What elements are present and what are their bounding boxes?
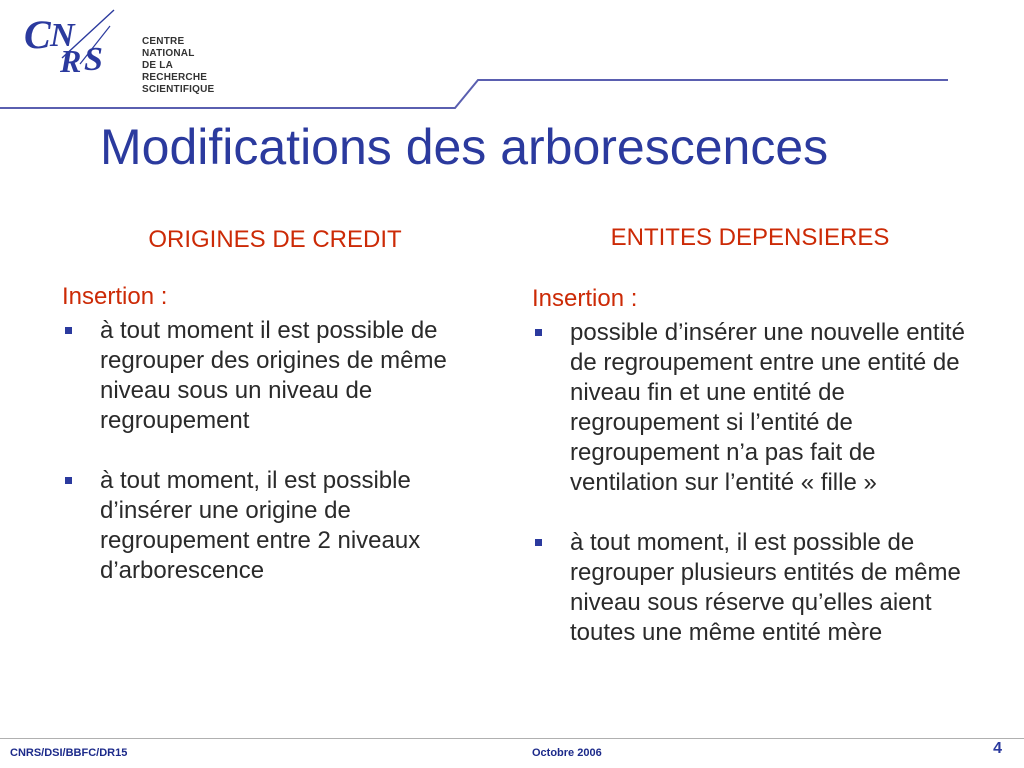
cnrs-logo-mark-icon: [22, 6, 122, 76]
logo-line-2: DE LA RECHERCHE: [142, 60, 208, 83]
header-divider: [0, 70, 1024, 120]
list-item: [62, 466, 492, 586]
footer-reference: CNRS/DSI/BBFC/DR15: [10, 747, 128, 759]
square-bullet-icon: [535, 539, 542, 546]
list-item: [532, 318, 972, 498]
left-column-heading: ORIGINES DE CREDIT: [148, 226, 402, 253]
list-item: [62, 316, 492, 436]
right-bullet-list: [532, 318, 972, 648]
right-insertion-label: Insertion :: [532, 285, 638, 312]
left-bullet-list: [62, 316, 492, 586]
right-column: [532, 284, 972, 678]
square-bullet-icon: [535, 329, 542, 336]
list-item: [532, 528, 972, 648]
square-bullet-icon: [65, 477, 72, 484]
footer-date: Octobre 2006: [532, 747, 602, 759]
left-column: [62, 282, 492, 616]
bullet-text: à tout moment, il est possible d’insérer une origine de regroupement entre 2 niveaux d’arborescence: [100, 467, 421, 584]
svg-text:C: C: [24, 12, 51, 57]
cnrs-logo: [22, 6, 215, 95]
bullet-text: à tout moment il est possible de regrouper des origines de même niveau sous un niveau de regroupement: [100, 317, 447, 434]
bullet-text: à tout moment, il est possible de regrouper plusieurs entités de même niveau sous réserve qu’elles aient toutes une même entité mère: [570, 529, 961, 646]
right-column-heading: ENTITES DEPENSIERES: [610, 224, 890, 251]
left-insertion-label: Insertion :: [62, 283, 168, 310]
square-bullet-icon: [65, 327, 72, 334]
page-title: Modifications des arborescences: [100, 119, 829, 175]
footer-divider: [0, 738, 1024, 739]
page-number: 4: [993, 740, 1002, 757]
svg-text:R: R: [60, 43, 82, 76]
logo-line-3: SCIENTIFIQUE: [142, 84, 215, 95]
logo-line-1: CENTRE NATIONAL: [142, 36, 195, 59]
bullet-text: possible d’insérer une nouvelle entité de regroupement entre une entité de niveau fin et une entité de regroupement si l’entité de regroupement n’a pas fait de ventilation sur l’entité « fille »: [570, 319, 965, 496]
svg-text:S: S: [84, 41, 103, 76]
svg-text:N: N: [50, 17, 75, 54]
